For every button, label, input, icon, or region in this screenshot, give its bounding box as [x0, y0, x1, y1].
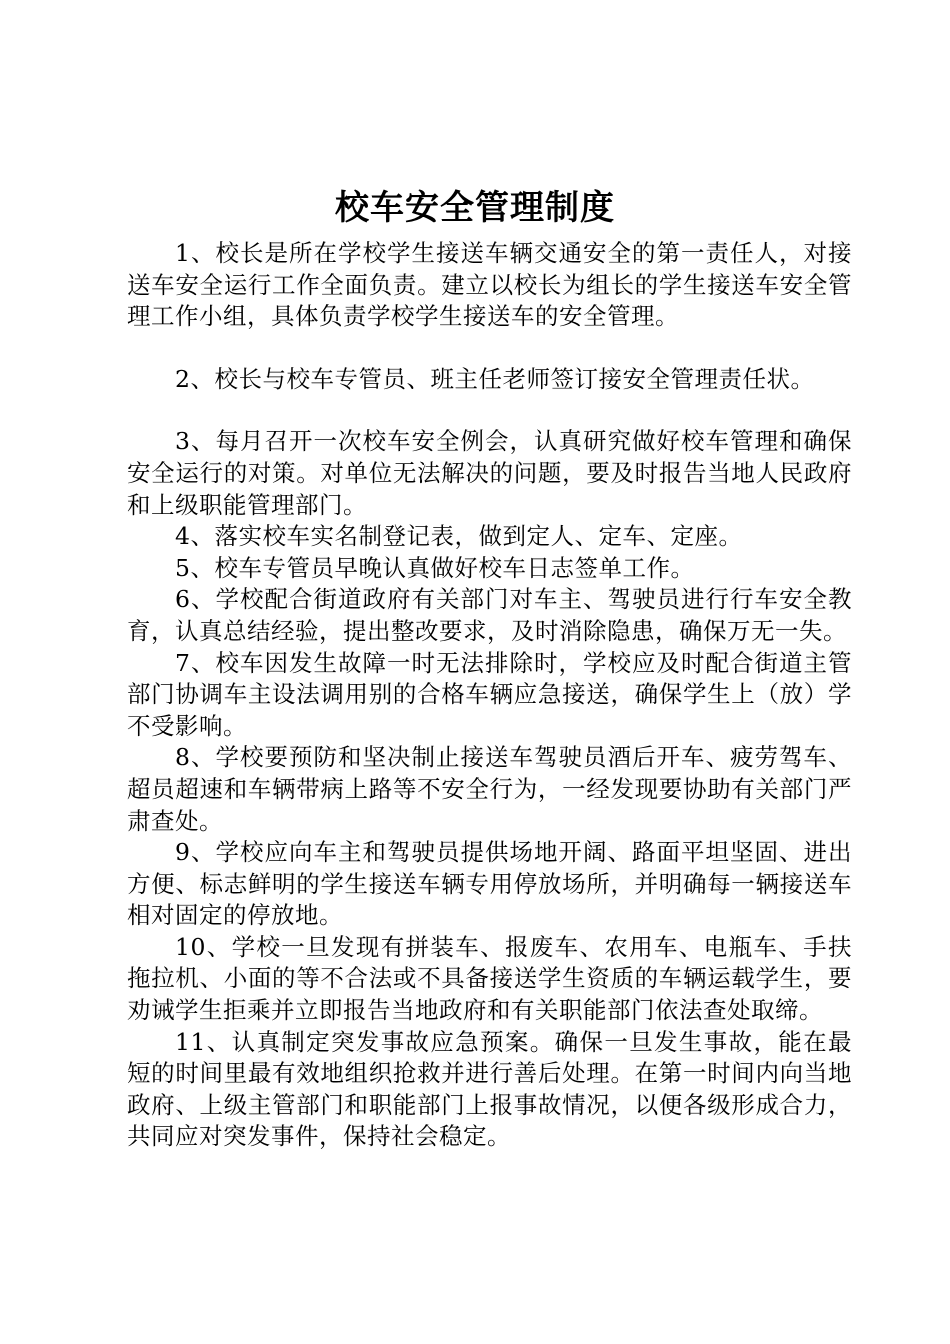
paragraph-11: 11、认真制定突发事故应急预案。确保一旦发生事故，能在最短的时间里最有效地组织抢救并进行善后处理。在第一时间内向当地政府、上级主管部门和职能部门上报事故情况，以便各级形成合力，共同应对突发事件，保持社会稳定。	[127, 1027, 852, 1151]
paragraph-8: 8、学校要预防和坚决制止接送车驾驶员酒后开车、疲劳驾车、超员超速和车辆带病上路等不安全行为，一经发现要协助有关部门严肃查处。	[127, 743, 852, 835]
paragraph-7: 7、校车因发生故障一时无法排除时，学校应及时配合街道主管部门协调车主设法调用别的合格车辆应急接送，确保学生上（放）学不受影响。	[127, 648, 852, 740]
paragraph-spacer	[127, 333, 852, 364]
paragraph-3: 3、每月召开一次校车安全例会，认真研究做好校车管理和确保安全运行的对策。对单位无法解决的问题，要及时报告当地人民政府和上级职能管理部门。	[127, 427, 852, 519]
paragraph-6: 6、学校配合街道政府有关部门对车主、驾驶员进行行车安全教育，认真总结经验，提出整改要求，及时消除隐患，确保万无一失。	[127, 585, 852, 645]
paragraph-1: 1、校长是所在学校学生接送车辆交通安全的第一责任人，对接送车安全运行工作全面负责。建立以校长为组长的学生接送车安全管理工作小组，具体负责学校学生接送车的安全管理。	[127, 239, 852, 331]
paragraph-2: 2、校长与校车专管员、班主任老师签订接安全管理责任状。	[175, 364, 815, 393]
paragraph-4: 4、落实校车实名制登记表，做到定人、定车、定座。	[175, 522, 743, 551]
paragraph-spacer	[127, 395, 852, 426]
paragraph-9: 9、学校应向车主和驾驶员提供场地开阔、路面平坦坚固、进出方便、标志鲜明的学生接送车辆专用停放场所，并明确每一辆接送车相对固定的停放地。	[127, 838, 852, 930]
document-title: 校车安全管理制度	[335, 188, 615, 228]
paragraph-10: 10、学校一旦发现有拼装车、报废车、农用车、电瓶车、手扶拖拉机、小面的等不合法或不具备接送学生资质的车辆运载学生，要劝诫学生拒乘并立即报告当地政府和有关职能部门依法查处取缔。	[127, 932, 852, 1025]
document-body	[127, 238, 852, 1153]
paragraph-5: 5、校车专管员早晚认真做好校车日志签单工作。	[175, 553, 695, 582]
